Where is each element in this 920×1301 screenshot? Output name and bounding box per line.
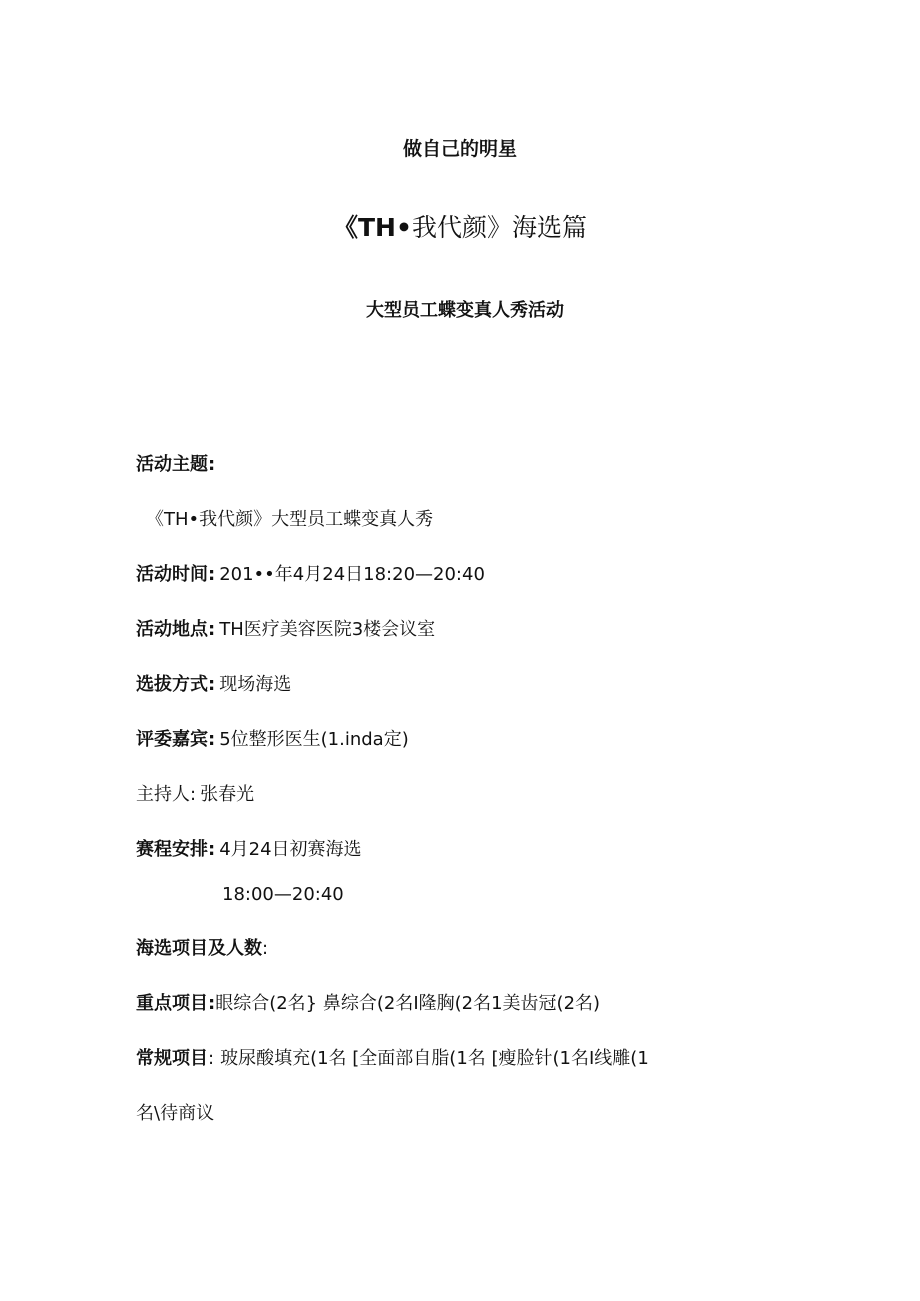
schedule-label: 赛程安排: bbox=[136, 839, 216, 860]
host-line bbox=[136, 780, 254, 806]
location-line bbox=[136, 615, 435, 641]
schedule-time: 18:00—20:40 bbox=[222, 884, 344, 905]
key-projects-line bbox=[136, 989, 600, 1015]
judges-value: 5位整形医生(1.inda定) bbox=[219, 729, 409, 750]
theme-line bbox=[136, 450, 215, 476]
event-title: 大型员工蝶变真人秀活动 bbox=[366, 300, 564, 321]
main-title: 做自己的明星 bbox=[402, 138, 517, 160]
regular-projects-value: 玻尿酸填充(1名 [全面部自脂(1名 [瘦脸针(1名I线雕(1 bbox=[220, 1048, 649, 1069]
key-projects-label: 重点项目: bbox=[136, 993, 216, 1014]
projects-colon: : bbox=[262, 938, 269, 959]
host-value: 张春光 bbox=[200, 784, 255, 805]
method-line bbox=[136, 670, 291, 696]
time-label: 活动时间: bbox=[136, 564, 216, 585]
time-value: 201••年4月24日18:20—20:40 bbox=[219, 564, 485, 585]
theme-label: 活动主题: bbox=[136, 454, 216, 475]
subtitle-prefix: 《TH• bbox=[333, 213, 412, 242]
regular-projects-value-cont: 名\待商议 bbox=[136, 1103, 215, 1124]
method-label: 选拔方式: bbox=[136, 674, 216, 695]
key-projects-value: 眼综合(2名} 鼻综合(2名I隆胸(2名1美齿冠(2名) bbox=[215, 993, 601, 1014]
time-line bbox=[136, 560, 485, 586]
subtitle-suffix: 我代颜》海选篇 bbox=[411, 213, 587, 242]
schedule-line bbox=[136, 835, 362, 861]
regular-projects-colon: : bbox=[208, 1048, 215, 1069]
host-label: 主持人: bbox=[136, 784, 197, 805]
schedule-value: 4月24日初赛海选 bbox=[219, 839, 362, 860]
theme-value: 《TH•我代颜》大型员工蝶变真人秀 bbox=[146, 509, 434, 530]
projects-label: 海选项目及人数 bbox=[136, 938, 262, 959]
location-label: 活动地点: bbox=[136, 619, 216, 640]
judges-line bbox=[136, 725, 409, 751]
judges-label: 评委嘉宾: bbox=[136, 729, 216, 750]
regular-projects-label: 常规项目 bbox=[136, 1048, 208, 1069]
location-value: TH医疗美容医院3楼会议室 bbox=[219, 619, 436, 640]
subtitle bbox=[0, 208, 920, 244]
regular-projects-line bbox=[136, 1044, 649, 1070]
method-value: 现场海选 bbox=[219, 674, 292, 695]
regular-projects-cont-line bbox=[136, 1099, 214, 1125]
projects-line bbox=[136, 934, 268, 960]
schedule-time-line bbox=[222, 884, 344, 905]
theme-value-line bbox=[146, 505, 433, 531]
